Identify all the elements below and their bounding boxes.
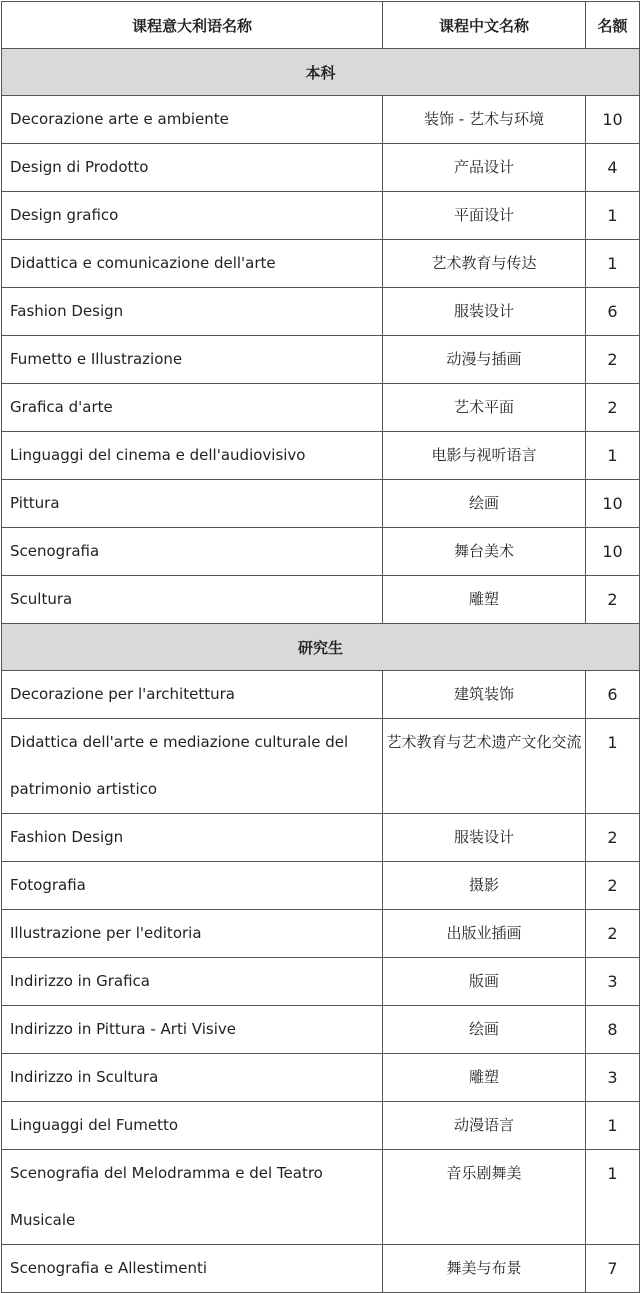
table-row xyxy=(2,1102,640,1150)
course-chinese-name: 舞台美术 xyxy=(383,528,586,576)
section-header-row xyxy=(2,49,640,96)
table-row xyxy=(2,576,640,624)
course-italian-name: Illustrazione per l'editoria xyxy=(2,910,383,958)
course-quota: 8 xyxy=(586,1006,640,1054)
course-quota: 1 xyxy=(586,432,640,480)
course-chinese-name: 雕塑 xyxy=(383,576,586,624)
header-quota: 名额 xyxy=(586,2,640,49)
course-quota: 7 xyxy=(586,1245,640,1293)
course-italian-name: Fumetto e Illustrazione xyxy=(2,336,383,384)
course-italian-name: Pittura xyxy=(2,480,383,528)
course-quota: 10 xyxy=(586,96,640,144)
course-chinese-name: 艺术教育与传达 xyxy=(383,240,586,288)
course-chinese-name: 服装设计 xyxy=(383,288,586,336)
course-chinese-name: 电影与视听语言 xyxy=(383,432,586,480)
table-row xyxy=(2,958,640,1006)
course-chinese-name: 建筑装饰 xyxy=(383,671,586,719)
course-italian-name: Decorazione arte e ambiente xyxy=(2,96,383,144)
course-chinese-name: 绘画 xyxy=(383,1006,586,1054)
course-quota: 2 xyxy=(586,814,640,862)
course-chinese-name: 艺术教育与艺术遗产文化交流 xyxy=(383,719,586,814)
course-quota: 6 xyxy=(586,288,640,336)
course-quota: 1 xyxy=(586,240,640,288)
course-chinese-name: 服装设计 xyxy=(383,814,586,862)
table-row xyxy=(2,192,640,240)
section-title: 本科 xyxy=(2,49,640,96)
course-chinese-name: 版画 xyxy=(383,958,586,1006)
course-italian-name: Scenografia del Melodramma e del Teatro Musicale xyxy=(2,1150,383,1245)
section-header-row xyxy=(2,624,640,671)
course-chinese-name: 装饰 - 艺术与环境 xyxy=(383,96,586,144)
course-italian-name: Fotografia xyxy=(2,862,383,910)
course-quota: 1 xyxy=(586,1102,640,1150)
table-row xyxy=(2,240,640,288)
course-chinese-name: 动漫与插画 xyxy=(383,336,586,384)
course-quota: 2 xyxy=(586,336,640,384)
course-quota: 1 xyxy=(586,1150,640,1245)
course-quota: 2 xyxy=(586,576,640,624)
course-italian-name: Fashion Design xyxy=(2,814,383,862)
course-italian-name: Indirizzo in Grafica xyxy=(2,958,383,1006)
table-row xyxy=(2,1245,640,1293)
table-row xyxy=(2,1054,640,1102)
course-chinese-name: 绘画 xyxy=(383,480,586,528)
table-row xyxy=(2,910,640,958)
course-chinese-name: 舞美与布景 xyxy=(383,1245,586,1293)
table-row xyxy=(2,144,640,192)
section-title: 研究生 xyxy=(2,624,640,671)
table-row xyxy=(2,432,640,480)
course-quota: 2 xyxy=(586,384,640,432)
course-chinese-name: 平面设计 xyxy=(383,192,586,240)
course-italian-name: Linguaggi del cinema e dell'audiovisivo xyxy=(2,432,383,480)
table-row xyxy=(2,96,640,144)
course-chinese-name: 出版业插画 xyxy=(383,910,586,958)
table-row xyxy=(2,814,640,862)
course-italian-name: Design di Prodotto xyxy=(2,144,383,192)
header-row xyxy=(2,2,640,49)
header-chinese-name: 课程中文名称 xyxy=(383,2,586,49)
course-chinese-name: 摄影 xyxy=(383,862,586,910)
course-italian-name: Didattica dell'arte e mediazione culturale del patrimonio artistico xyxy=(2,719,383,814)
course-italian-name: Design grafico xyxy=(2,192,383,240)
course-quota: 2 xyxy=(586,910,640,958)
course-chinese-name: 音乐剧舞美 xyxy=(383,1150,586,1245)
course-quota: 1 xyxy=(586,719,640,814)
table-row xyxy=(2,1150,640,1245)
table-row xyxy=(2,528,640,576)
course-chinese-name: 艺术平面 xyxy=(383,384,586,432)
course-quota: 10 xyxy=(586,528,640,576)
course-chinese-name: 产品设计 xyxy=(383,144,586,192)
course-italian-name: Grafica d'arte xyxy=(2,384,383,432)
table-row xyxy=(2,862,640,910)
table-row xyxy=(2,336,640,384)
course-chinese-name: 雕塑 xyxy=(383,1054,586,1102)
course-chinese-name: 动漫语言 xyxy=(383,1102,586,1150)
course-quota: 3 xyxy=(586,958,640,1006)
course-italian-name: Linguaggi del Fumetto xyxy=(2,1102,383,1150)
table-body xyxy=(2,49,640,1293)
course-quota: 10 xyxy=(586,480,640,528)
course-italian-name: Fashion Design xyxy=(2,288,383,336)
course-quota: 2 xyxy=(586,862,640,910)
course-italian-name: Decorazione per l'architettura xyxy=(2,671,383,719)
table-row xyxy=(2,671,640,719)
table-row xyxy=(2,288,640,336)
course-italian-name: Scenografia e Allestimenti xyxy=(2,1245,383,1293)
course-italian-name: Indirizzo in Scultura xyxy=(2,1054,383,1102)
header-italian-name: 课程意大利语名称 xyxy=(2,2,383,49)
course-quota: 6 xyxy=(586,671,640,719)
table-row xyxy=(2,384,640,432)
course-quota: 3 xyxy=(586,1054,640,1102)
table-row xyxy=(2,719,640,814)
course-italian-name: Indirizzo in Pittura - Arti Visive xyxy=(2,1006,383,1054)
table-row xyxy=(2,480,640,528)
course-italian-name: Scultura xyxy=(2,576,383,624)
table-row xyxy=(2,1006,640,1054)
course-italian-name: Didattica e comunicazione dell'arte xyxy=(2,240,383,288)
course-quota: 4 xyxy=(586,144,640,192)
courses-table xyxy=(1,1,640,1293)
course-quota: 1 xyxy=(586,192,640,240)
course-italian-name: Scenografia xyxy=(2,528,383,576)
